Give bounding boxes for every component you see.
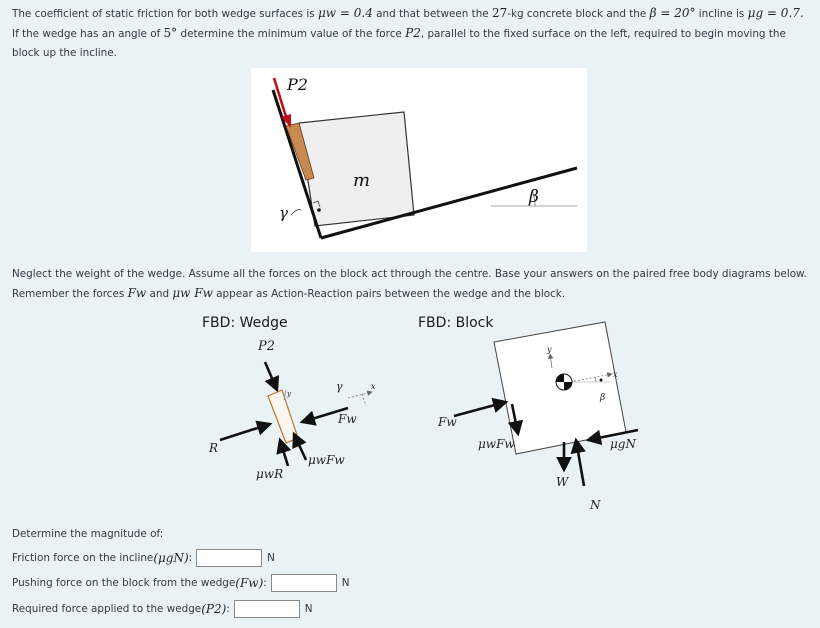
block-label-beta: β <box>600 393 606 403</box>
required-force-input[interactable] <box>234 600 300 618</box>
block-label-fw: Fw <box>438 415 457 429</box>
wedge-p2-arrow <box>265 362 277 390</box>
center-of-mass-icon <box>556 374 572 390</box>
label-gamma: γ <box>279 204 288 222</box>
label-p2: P2 <box>287 75 308 94</box>
block-label-mufw: μwFw <box>478 437 515 451</box>
label-beta: β <box>529 187 539 207</box>
wedge-axis-y: y <box>287 390 291 398</box>
block-label-w: W <box>556 475 569 489</box>
fbd-block-title: FBD: Block <box>418 315 494 331</box>
question-row-required-force: Required force applied to the wedge (P2) : N <box>12 602 313 616</box>
wedge-label-fw: Fw <box>338 412 357 426</box>
unit-label: N <box>267 552 275 564</box>
wedge-mur-arrow <box>280 440 288 466</box>
assumptions-paragraph: Neglect the weight of the wedge. Assume all the forces on the block act through the centre. Base your answers on the paired free body diagrams below. Remember the forces Fw and μw Fw appear as Action-Reaction pairs between the wedge and the block. <box>12 268 807 300</box>
mu-w-value: μw = 0.4 <box>317 6 373 20</box>
wedge-label-r: R <box>209 441 219 455</box>
unit-label: N <box>341 577 350 589</box>
mufw-symbol: μw Fw <box>172 286 213 300</box>
wedge-angle-value: 5° <box>163 26 178 40</box>
fw-symbol: Fw <box>127 286 147 300</box>
fbd-wedge-title: FBD: Wedge <box>202 315 288 331</box>
wedge-label-gamma: γ <box>336 380 343 393</box>
mass-value: 27 <box>491 6 508 20</box>
wedge-block-figure <box>251 68 587 252</box>
block-label-n: N <box>590 498 601 512</box>
incline-friction-input[interactable] <box>196 549 262 567</box>
block-axis-y: y <box>547 345 552 354</box>
question-label: Required force applied to the wedge <box>12 603 202 615</box>
question-label: Friction force on the incline <box>12 552 154 564</box>
wedge-label-mufw: μwFw <box>308 453 345 467</box>
wedge-mufw-arrow <box>294 434 306 460</box>
p2-symbol: P2 <box>405 26 421 40</box>
question-row-pushing-force: Pushing force on the block from the wedge (Fw) : N <box>12 576 350 590</box>
wedge-axis-x: x <box>371 382 376 391</box>
right-angle-dot <box>317 208 321 212</box>
unit-label: N <box>304 603 313 615</box>
block-label-mugn: μgN <box>610 437 636 451</box>
label-mass-m: m <box>353 170 371 191</box>
wedge-r-arrow <box>220 424 270 440</box>
question-symbol: (Fw) <box>235 576 264 590</box>
question-row-incline-friction: Friction force on the incline (μgN) : N <box>12 551 275 565</box>
wedge-label-mur: μwR <box>256 467 284 481</box>
concrete-block <box>299 112 414 226</box>
pushing-force-input[interactable] <box>271 574 337 592</box>
beta-value: β = 20° <box>649 6 696 20</box>
block-axis-x: x <box>613 370 618 379</box>
questions-title: Determine the magnitude of: <box>12 528 164 540</box>
question-label: Pushing force on the block from the wedge <box>12 577 236 589</box>
wedge-label-p2: P2 <box>258 339 276 354</box>
free-body-diagrams <box>190 310 650 525</box>
mu-g-value: μg = 0.7. <box>747 6 804 20</box>
problem-statement: The coefficient of static friction for both wedge surfaces is μw = 0.4 and that between the 27-kg concrete block and the β = 20° incline is μg = 0.7. If the wedge has an angle of 5° determine the minimum value of the force P2, parallel to the fixed surface on the left, required to begin moving the block up the incline. <box>12 6 804 59</box>
question-symbol: (P2) <box>201 602 227 616</box>
question-symbol: (μgN) <box>153 551 189 565</box>
block-n-arrow <box>576 440 584 486</box>
block-fw-arrow <box>454 402 506 416</box>
